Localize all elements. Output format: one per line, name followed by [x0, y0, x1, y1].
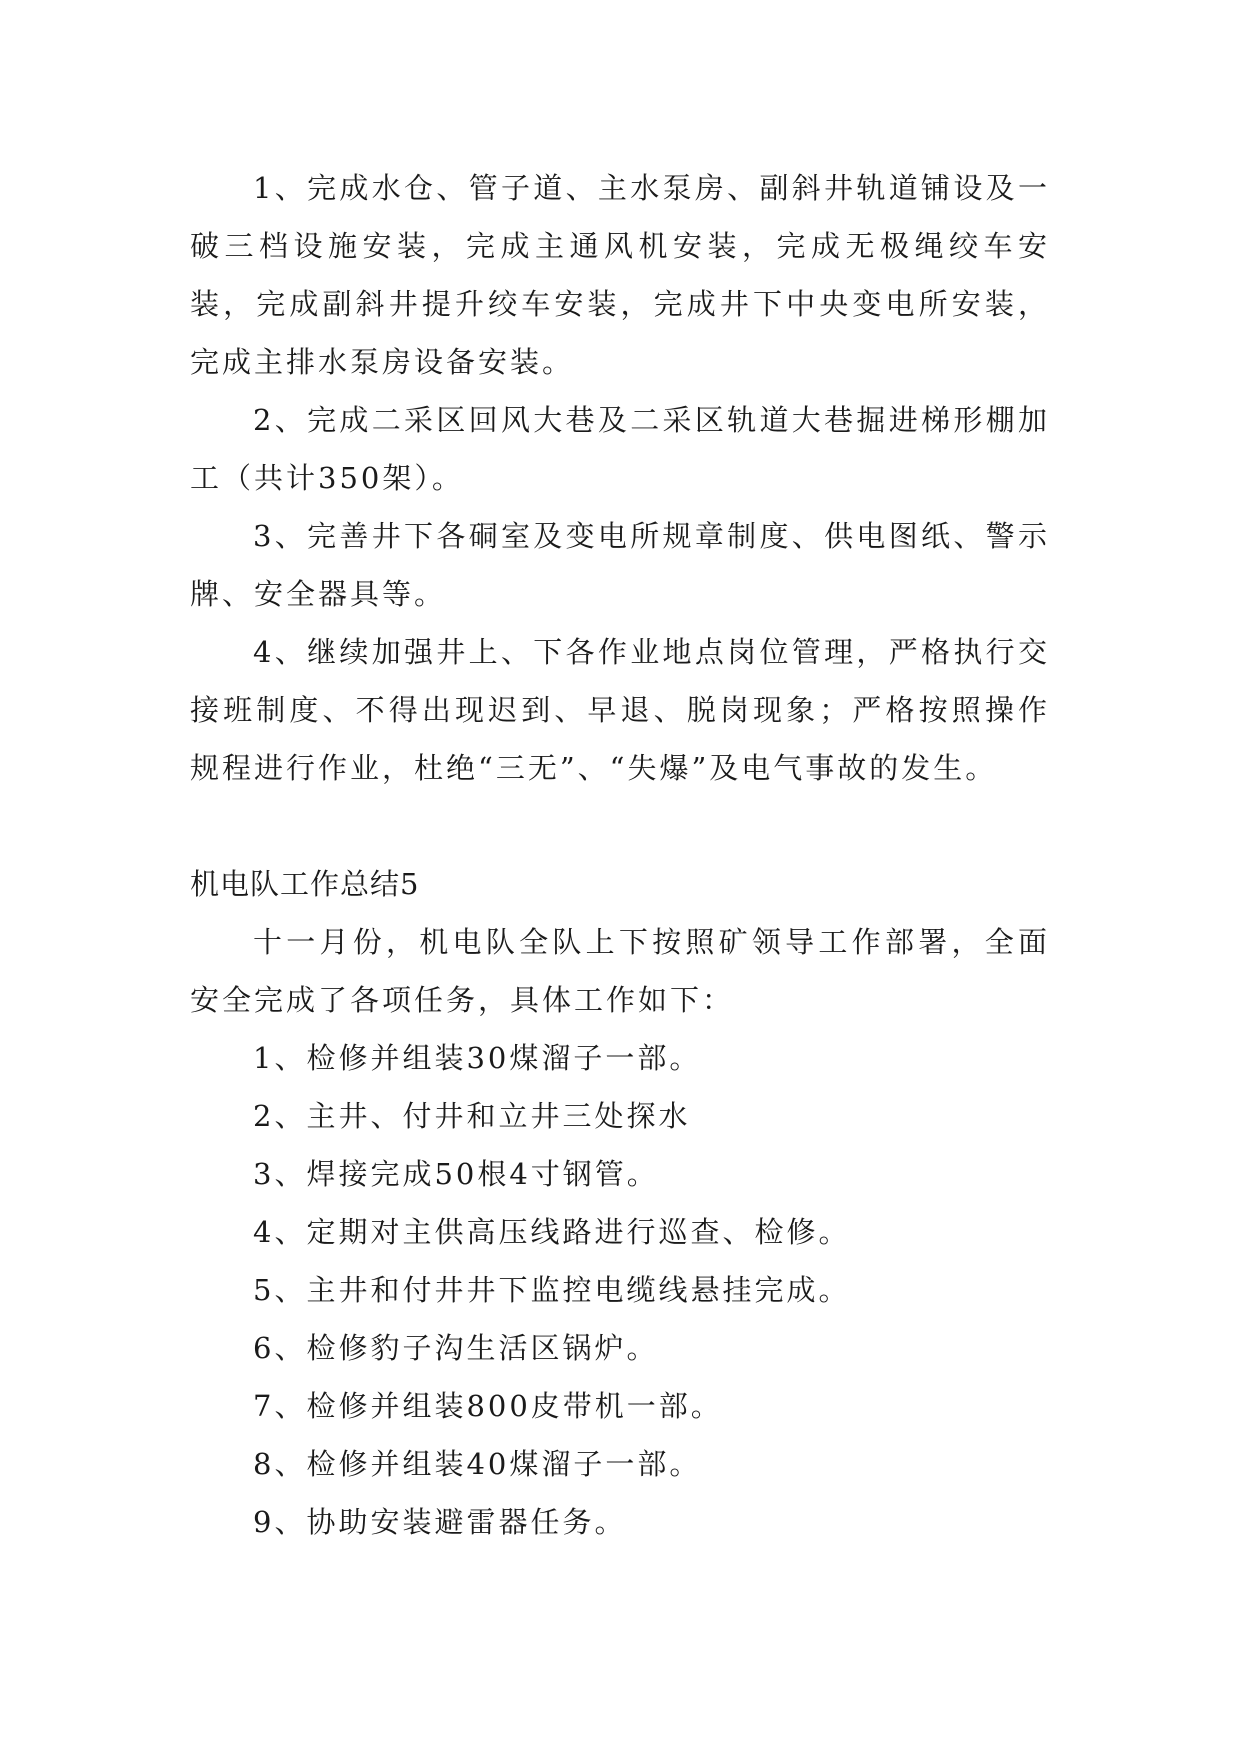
- prev-item-4: 4、继续加强井上、下各作业地点岗位管理，严格执行交接班制度、不得出现迟到、早退、脱岗现象；严格按照操作规程进行作业，杜绝“三无”、“失爆”及电气事故的发生。: [190, 635, 1050, 785]
- task-item-9: 9、协助安装避雷器任务。: [253, 1505, 627, 1539]
- prev-item-3: 3、完善井下各硐室及变电所规章制度、供电图纸、警示牌、安全器具等。: [190, 519, 1050, 611]
- task-item-1: 1、检修并组装30煤溜子一部。: [253, 1041, 702, 1075]
- prev-item-1: 1、完成水仓、管子道、主水泵房、副斜井轨道铺设及一破三档设施安装，完成主通风机安装，完成无极绳绞车安装，完成副斜井提升绞车安装，完成井下中央变电所安装，完成主排水泵房设备安装。: [190, 171, 1050, 379]
- task-item-7: 7、检修并组装800皮带机一部。: [253, 1389, 723, 1423]
- task-item-3: 3、焊接完成50根4寸钢管。: [253, 1157, 659, 1191]
- task-item-8: 8、检修并组装40煤溜子一部。: [253, 1447, 702, 1481]
- task-item-6: 6、检修豹子沟生活区锅炉。: [253, 1331, 659, 1365]
- prev-item-2: 2、完成二采区回风大巷及二采区轨道大巷掘进梯形棚加工（共计350架）。: [190, 403, 1050, 495]
- task-item-5: 5、主井和付井井下监控电缆线悬挂完成。: [253, 1273, 851, 1307]
- document-body: [190, 159, 1050, 1551]
- task-item-4: 4、定期对主供高压线路进行巡查、检修。: [253, 1215, 851, 1249]
- task-item-2: 2、主井、付井和立井三处探水: [253, 1099, 691, 1133]
- section-intro: 十一月份，机电队全队上下按照矿领导工作部署，全面安全完成了各项任务，具体工作如下：: [190, 925, 1050, 1017]
- section-title: 机电队工作总结5: [190, 867, 420, 901]
